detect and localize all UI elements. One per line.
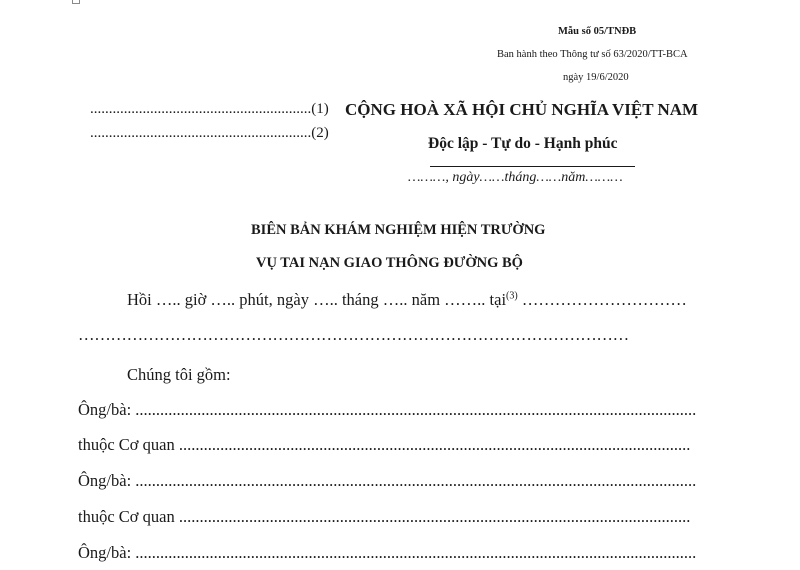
time-location-text: Hồi ….. giờ ….. phút, ngày ….. tháng ….. năm …….. tại <box>127 290 507 309</box>
field-dots: ............................................................................................................................ <box>178 507 691 526</box>
member-name-field <box>78 543 696 563</box>
national-motto: Độc lập - Tự do - Hạnh phúc <box>428 135 618 152</box>
field-label: thuộc Cơ quan <box>78 507 179 526</box>
members-heading: Chúng tôi gồm: <box>127 365 231 384</box>
member-agency-field <box>78 507 690 527</box>
agency-line-2: ...........................................................(2) <box>90 125 329 141</box>
agency-line-1: ...........................................................(1) <box>90 101 329 117</box>
field-label: Ông/bà: <box>78 471 136 490</box>
issued-by: Ban hành theo Thông tư số 63/2020/TT-BCA <box>497 49 688 60</box>
field-dots: ........................................................................................................................................ <box>135 471 697 490</box>
time-location-dots: ………………………… <box>517 290 687 309</box>
issued-date: ngày 19/6/2020 <box>563 72 629 83</box>
motto-underline <box>430 166 635 167</box>
field-label: thuộc Cơ quan <box>78 435 179 454</box>
field-dots: ........................................................................................................................................ <box>135 400 697 419</box>
member-name-field <box>78 400 696 420</box>
member-agency-field <box>78 435 690 455</box>
field-label: Ông/bà: <box>78 400 136 419</box>
report-title-line1: BIÊN BẢN KHÁM NGHIỆM HIỆN TRƯỜNG <box>251 222 546 238</box>
field-label: Ông/bà: <box>78 543 136 562</box>
field-dots: ............................................................................................................................ <box>178 435 691 454</box>
continuation-line: ………………………………………………………………………………………… <box>78 325 629 344</box>
note-3: (3) <box>506 290 518 302</box>
member-name-field <box>78 471 696 491</box>
report-title-line2: VỤ TAI NẠN GIAO THÔNG ĐƯỜNG BỘ <box>256 255 523 271</box>
form-code: Mẫu số 05/TNĐB <box>558 26 637 37</box>
field-dots: ........................................................................................................................................ <box>135 543 697 562</box>
time-location-line <box>127 290 687 310</box>
national-title: CỘNG HOÀ XÃ HỘI CHỦ NGHĨA VIỆT NAM <box>345 100 699 119</box>
place-date-line: ………, ngày……tháng……năm……… <box>408 170 623 185</box>
page-corner-marker <box>72 0 80 4</box>
